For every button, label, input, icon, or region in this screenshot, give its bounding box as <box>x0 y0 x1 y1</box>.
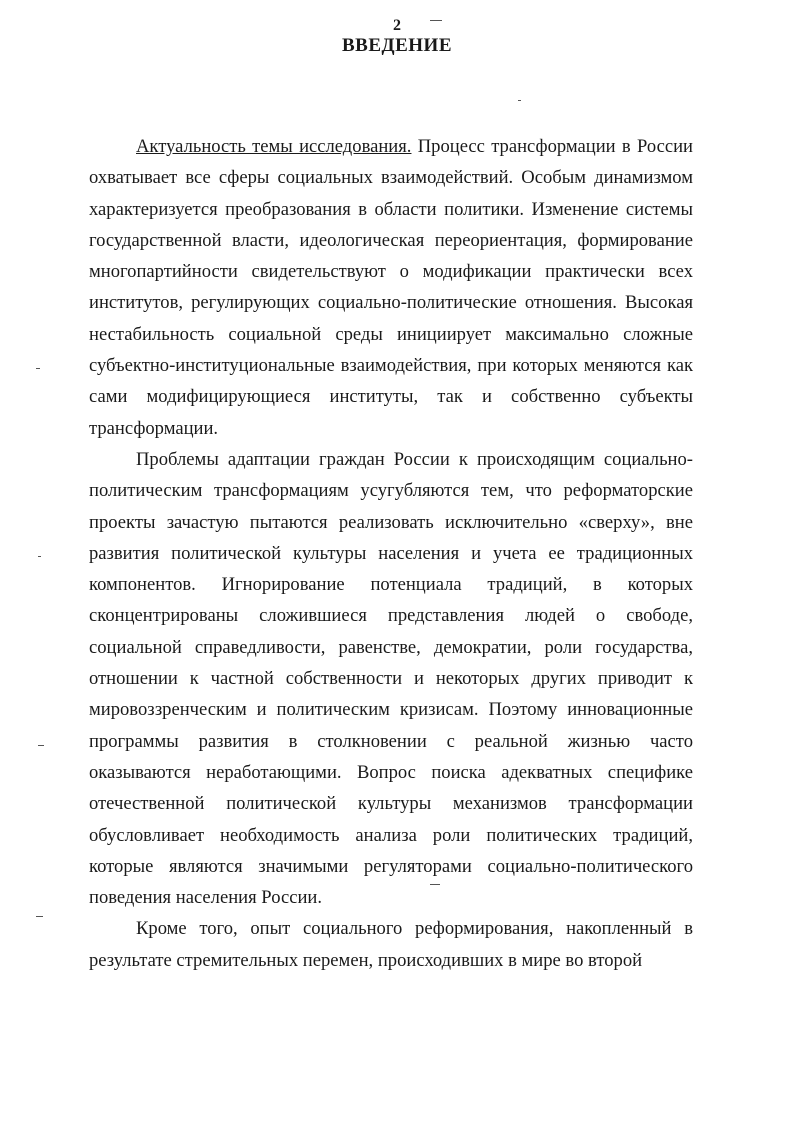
paragraph-1-text: Процесс трансформации в России охватывает все сферы социальных взаимодействий. Особым динамизмом характеризуется преобразования в области политики. Изменение системы государственной власти, идеологическая переориентация, формирование многопартийности свидетельствуют о модификации практически всех институтов, регулирующих социально-политические отношения. Высокая нестабильность социальной среды инициирует максимально сложные субъектно-институциональные взаимодействия, при которых меняются как сами модифицирующиеся институты, так и собственно субъекты трансформации. <box>89 136 693 439</box>
document-body <box>89 131 693 976</box>
scan-speck <box>430 20 442 21</box>
scan-speck <box>36 916 43 917</box>
scan-speck <box>518 100 521 101</box>
scan-speck <box>38 556 41 557</box>
scan-speck <box>430 884 440 885</box>
page-number: 2 <box>393 17 401 34</box>
paragraph-3: Кроме того, опыт социального реформирования, накопленный в результате стремительных перемен, происходивших в мире во второй <box>89 918 693 971</box>
scan-speck <box>38 745 44 746</box>
paragraph-2: Проблемы адаптации граждан России к происходящим социально-политическим трансформациям усугубляются тем, что реформаторские проекты зачастую пытаются реализовать исключительно «сверху», вне развития политической культуры населения и учета ее традиционных компонентов. Игнорирование потенциала традиций, в которых сконцентрированы сложившиеся представления людей о свободе, социальной справедливости, равенстве, демократии, роли государства, отношении к частной собственности и некоторых других приводит к мировоззренческим и политическим кризисам. Поэтому инновационные программы развития в столкновении с реальной жизнью часто оказываются неработающими. Вопрос поиска адекватных специфике отечественной политической культуры механизмов трансформации обусловливает необходимость анализа роли политических традиций, которые являются значимыми регуляторами социально-политического поведения населения России. <box>89 448 693 909</box>
page-title: ВВЕДЕНИЕ <box>342 35 452 56</box>
paragraph-1 <box>89 131 693 444</box>
scan-speck <box>36 368 40 369</box>
paragraph-lead-heading: Актуальность темы исследования. <box>136 136 412 157</box>
